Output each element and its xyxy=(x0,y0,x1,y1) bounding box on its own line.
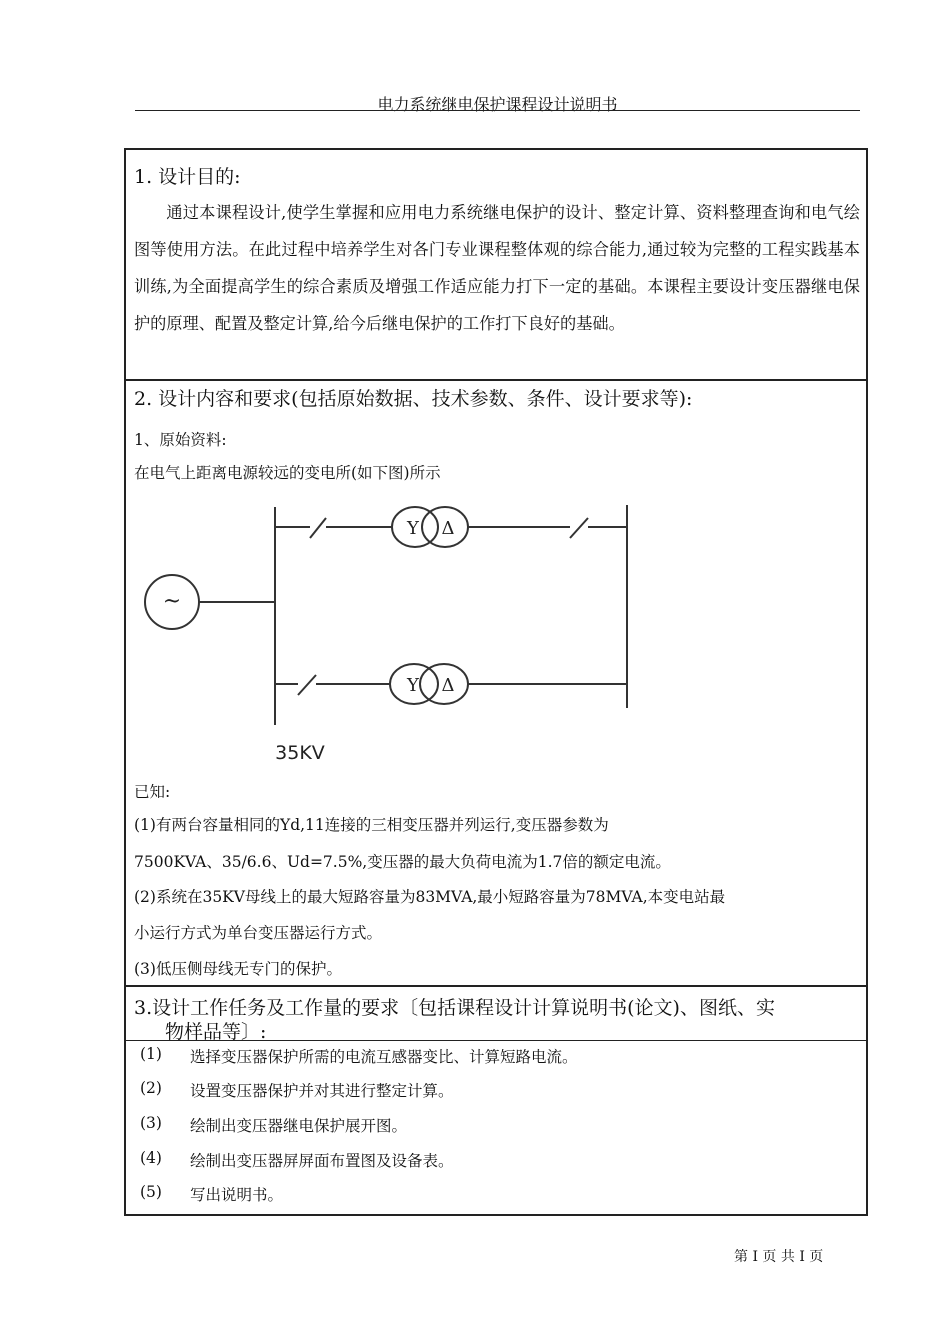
condition-line-2: 7500KVA、35/6.6、Ud=7.5%,变压器的最大负荷电流为1.7倍的额定电流。 xyxy=(134,853,671,871)
diagram-intro: 在电气上距离电源较远的变电所(如下图)所示 xyxy=(134,464,441,482)
transformer-top-y-label: Y xyxy=(407,518,419,539)
task-text-2: 设置变压器保护并对其进行整定计算。 xyxy=(190,1082,454,1100)
original-data-label: 1、原始资料: xyxy=(134,431,227,449)
header-rule xyxy=(135,110,860,111)
condition-line-4: 小运行方式为单台变压器运行方式。 xyxy=(134,924,383,942)
breaker-bottom-left xyxy=(298,675,316,695)
section-divider-2 xyxy=(124,985,868,987)
task-num-5: (5) xyxy=(140,1183,162,1201)
page-number: 第 I 页 共 I 页 xyxy=(734,1249,824,1265)
section1-body: 通过本课程设计,使学生掌握和应用电力系统继电保护的设计、整定计算、资料整理查询和电气绘图等使用方法。在此过程中培养学生对各门专业课程整体观的综合能力,通过较为完整的工程实践基本训练,为全面提高学生的综合素质及增强工作适应能力打下一定的基础。本课程主要设计变压器继电保护的原理、配置及整定计算,给今后继电保护的工作打下良好的基础。 xyxy=(134,203,860,333)
task-text-5: 写出说明书。 xyxy=(190,1186,284,1204)
condition-line-5: (3)低压侧母线无专门的保护。 xyxy=(134,960,342,978)
task-num-3: (3) xyxy=(140,1114,162,1132)
known-label: 已知: xyxy=(134,783,171,801)
transformer-bottom-y-label: Y xyxy=(407,675,419,696)
section3-subdivider xyxy=(124,1040,868,1041)
condition-line-3: (2)系统在35KV母线上的最大短路容量为83MVA,最小短路容量为78MVA,本变电站最 xyxy=(134,888,726,906)
transformer-top-delta-label: Δ xyxy=(441,518,455,539)
breaker-top-right xyxy=(570,518,588,538)
task-num-1: (1) xyxy=(140,1045,162,1063)
task-text-4: 绘制出变压器屏屏面布置图及设备表。 xyxy=(190,1152,454,1170)
section1-heading: 1. 设计目的: xyxy=(134,166,241,188)
section2-heading: 2. 设计内容和要求(包括原始数据、技术参数、条件、设计要求等): xyxy=(134,388,693,410)
substation-diagram xyxy=(130,495,650,775)
section3-heading-line2: 物样品等〕: xyxy=(165,1021,267,1043)
task-text-1: 选择变压器保护所需的电流互感器变比、计算短路电流。 xyxy=(190,1048,578,1066)
task-num-2: (2) xyxy=(140,1079,162,1097)
task-text-3: 绘制出变压器继电保护展开图。 xyxy=(190,1117,408,1135)
document-header-title: 电力系统继电保护课程设计说明书 xyxy=(377,95,618,114)
source-symbol: ~ xyxy=(162,589,182,614)
transformer-bottom-delta-label: Δ xyxy=(441,675,455,696)
section3-heading-line1: 3.设计工作任务及工作量的要求〔包括课程设计计算说明书(论文)、图纸、实 xyxy=(134,997,775,1019)
breaker-top-left xyxy=(310,518,326,538)
bus-label: 35KV xyxy=(275,742,325,764)
condition-line-1: (1)有两台容量相同的Yd,11连接的三相变压器并列运行,变压器参数为 xyxy=(134,816,609,834)
section-divider-1 xyxy=(124,379,868,381)
task-num-4: (4) xyxy=(140,1149,162,1167)
